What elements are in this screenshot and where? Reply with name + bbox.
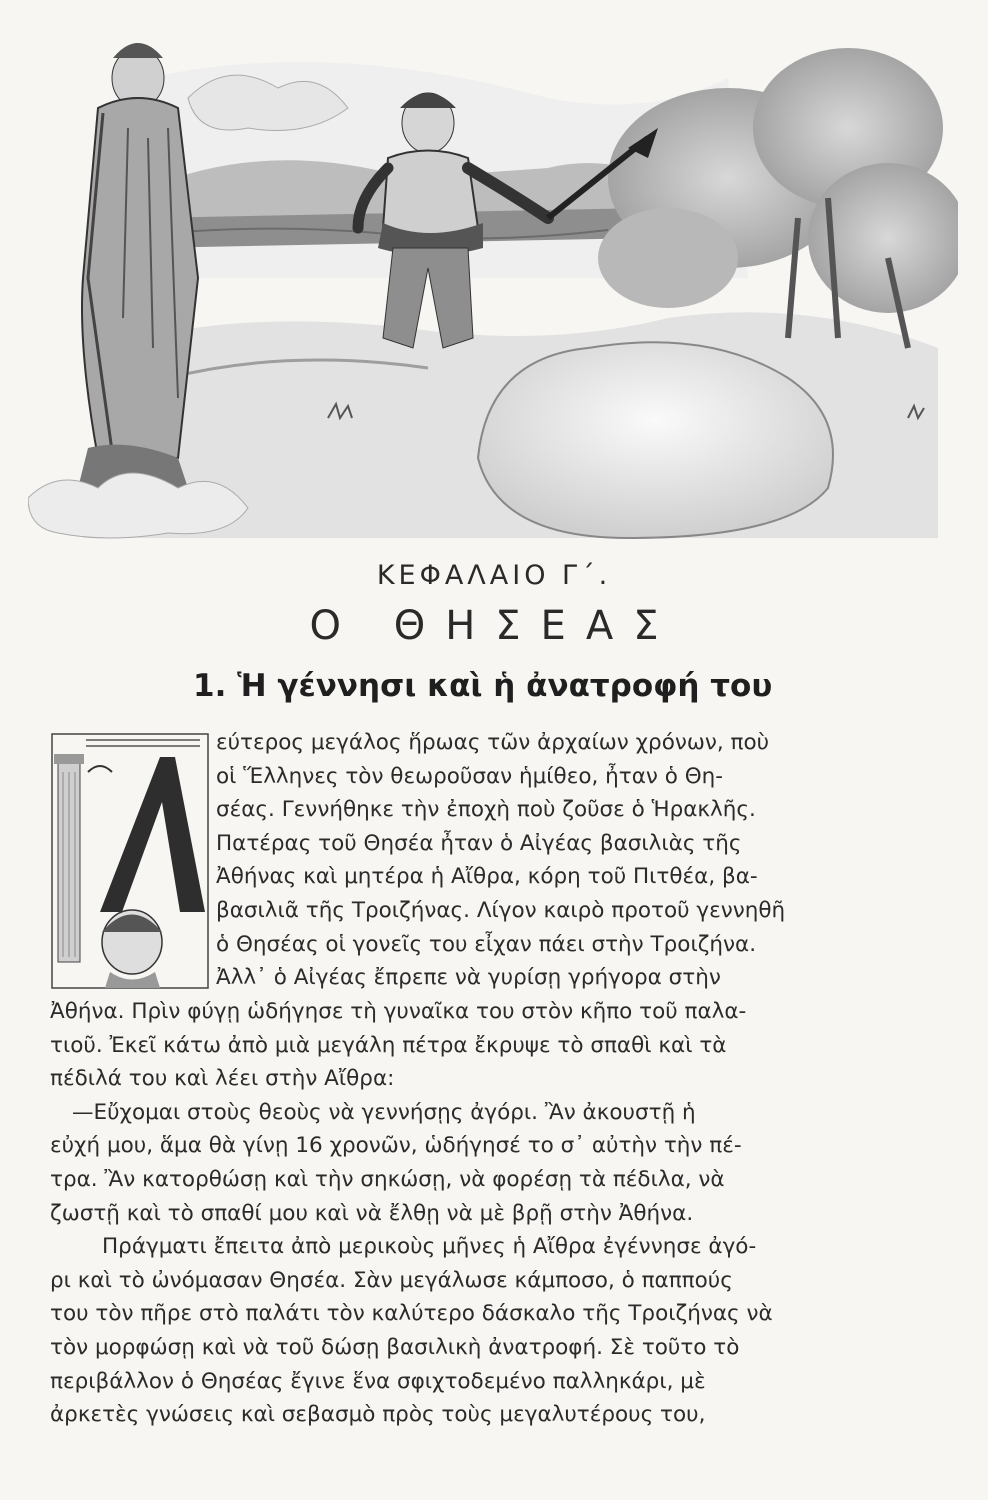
dropcap-delta-icon	[50, 732, 210, 990]
text-line: του τὸν πῆρε στὸ παλάτι τὸν καλύτερο δάσκαλο τῆς Τροιζήνας νὰ	[50, 1301, 773, 1327]
text-line: εύτερος μεγάλος ἥρωας τῶν ἀρχαίων χρόνων, ποὺ	[216, 730, 770, 755]
text-line: οἱ Ἕλληνες τὸν θεωροῦσαν ἡμίθεο, ἦταν ὁ Θη-	[216, 763, 724, 789]
text-line: πέδιλά του καὶ λέει στὴν Αἴθρα:	[50, 1066, 395, 1092]
text-line: Ἀθήνας καὶ μητέρα ἡ Αἴθρα, κόρη τοῦ Πιτθέα, βα-	[216, 864, 758, 890]
text-line: ὁ Θησέας οἱ γονεῖς του εἶχαν πάει στὴν Τροιζήνα.	[216, 931, 757, 957]
text-line: —Εὔχομαι στοὺς θεοὺς νὰ γεννήσῃς ἀγόρι. Ἂν ἀκουστῇ ἡ	[72, 1099, 696, 1125]
text-line: βασιλιᾶ τῆς Τροιζήνας. Λίγον καιρὸ προτοῦ γεννηθῆ	[216, 897, 786, 923]
text-line: εὐχή μου, ἅμα θὰ γίνῃ 16 χρονῶν, ὡδήγησέ το σ᾽ αὐτὴν τὴν πέ-	[50, 1133, 742, 1159]
text-line: Πατέρας τοῦ Θησέα ἦταν ὁ Αἰγέας βασιλιὰς τῆς	[216, 830, 742, 856]
dropcap-delta	[50, 732, 210, 990]
text-line: Πράγματι ἔπειτα ἀπὸ μερικοὺς μῆνες ἡ Αἴθρα ἐγέννησε ἀγό-	[102, 1234, 757, 1260]
text-line: τρα. Ἂν κατορθώσῃ καὶ τὴν σηκώσῃ, νὰ φορέσῃ τὰ πέδιλα, νὰ	[50, 1166, 725, 1192]
text-line: ἀρκετὲς γνώσεις καὶ σεβασμὸ πρὸς τοὺς μεγαλυτέρους του,	[50, 1402, 706, 1428]
chapter-title: Ο ΘΗΣΕΑΣ	[309, 603, 679, 649]
text-line: Ἀθήνα. Πρὶν φύγῃ ὡδήγησε τὴ γυναῖκα του στὸν κῆπο τοῦ παλα-	[50, 999, 747, 1024]
full-text-block	[50, 995, 862, 1432]
text-line: περιβάλλον ὁ Θησέας ἔγινε ἕνα σφιχτοδεμένο παλληκάρι, μὲ	[50, 1368, 706, 1394]
chapter-illustration	[28, 18, 958, 558]
text-line: Ἀλλ᾽ ὁ Αἰγέας ἔπρεπε νὰ γυρίσῃ γρήγορα στὴν	[216, 965, 721, 991]
text-line: ζωστῇ καὶ τὸ σπαθί μου καὶ νὰ ἔλθῃ νὰ μὲ βρῇ στὴν Ἀθήνα.	[50, 1200, 694, 1226]
indented-text-block	[216, 726, 861, 995]
theseus-lifting-stone-illustration-icon	[28, 18, 958, 558]
chapter-label: ΚΕΦΑΛΑΙΟ Γ΄.	[376, 560, 612, 591]
text-line: τιοῦ. Ἐκεῖ κάτω ἀπὸ μιὰ μεγάλη πέτρα ἔκρυψε τὸ σπαθὶ καὶ τὰ	[50, 1032, 727, 1058]
text-line: τὸν μορφώσῃ καὶ νὰ τοῦ δώσῃ βασιλικὴ ἀνατροφή. Σὲ τοῦτο τὸ	[50, 1334, 740, 1360]
section-heading: 1. Ἡ γέννησι καὶ ἡ ἀνατροφή του	[193, 668, 773, 704]
text-line: σέας. Γεννήθηκε τὴν ἐποχὴ ποὺ ζοῦσε ὁ Ἡρακλῆς.	[216, 797, 756, 823]
text-line: ρι καὶ τὸ ὠνόμασαν Θησέα. Σὰν μεγάλωσε κάμποσο, ὁ παππούς	[50, 1267, 733, 1293]
